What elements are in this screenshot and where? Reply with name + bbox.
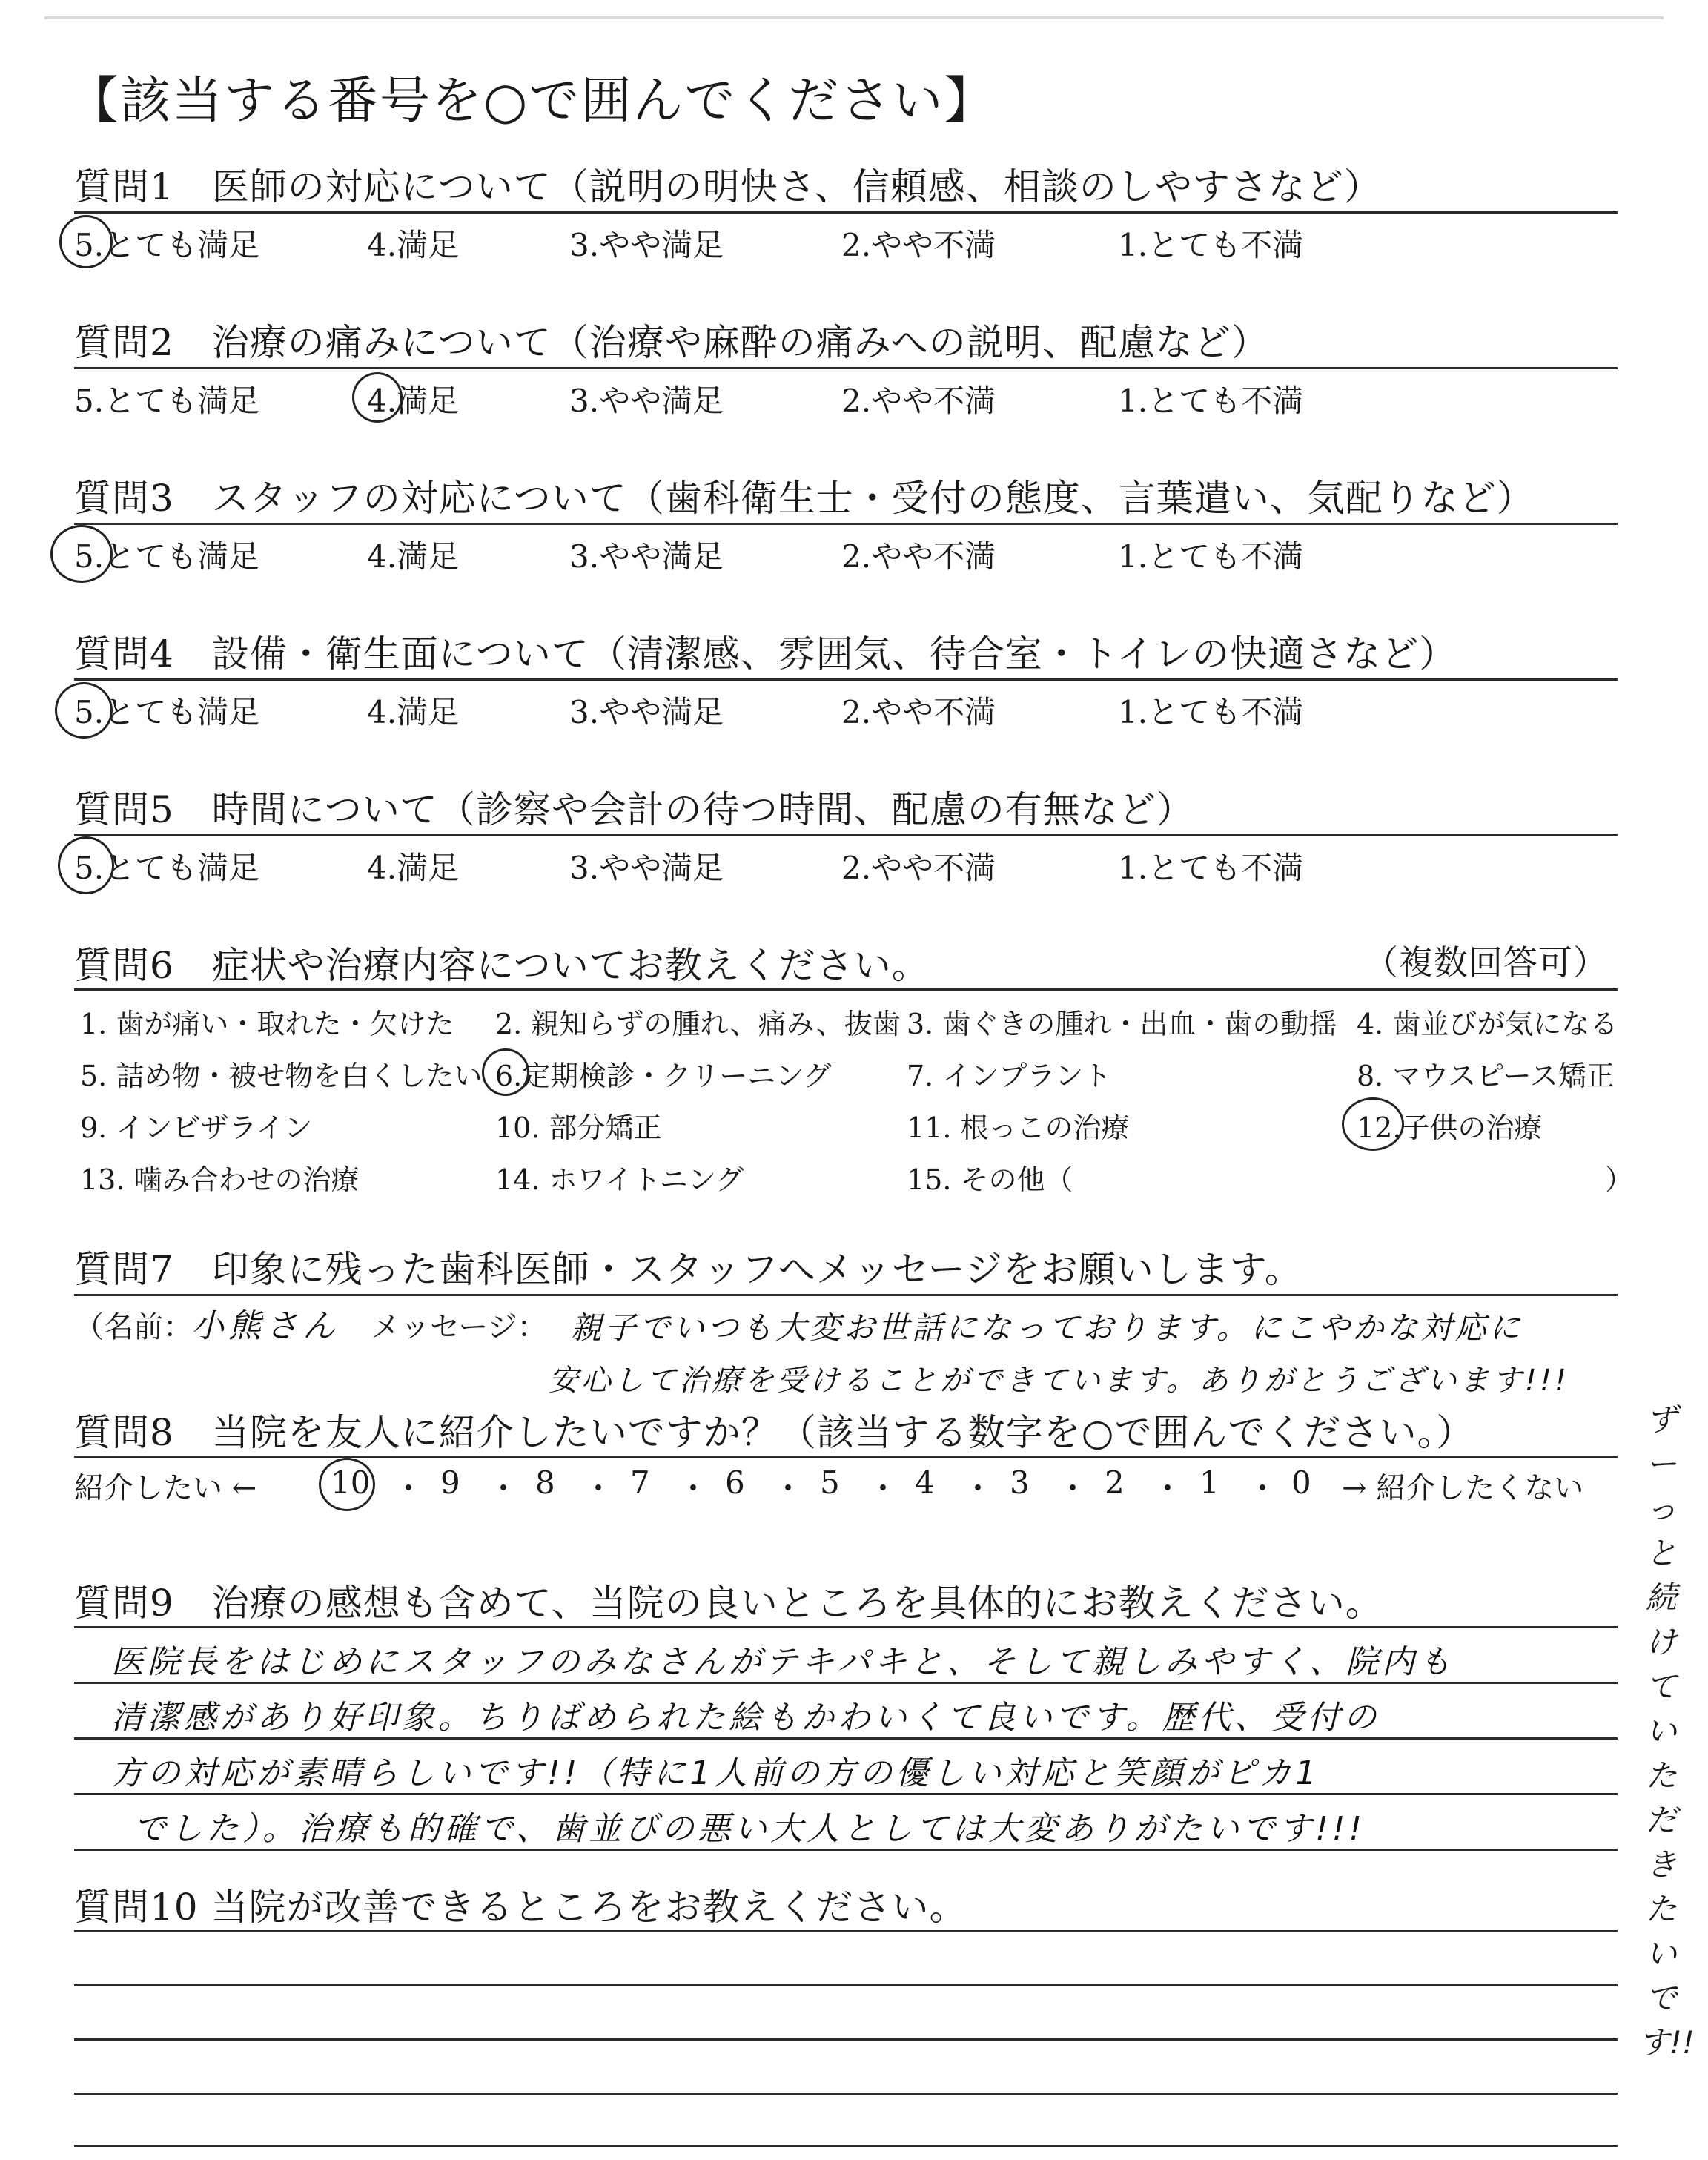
q3-option-3[interactable]: 3.やや満足 [569,538,724,575]
q8-scale-dot: ・ [867,1470,899,1507]
q8-right-label: → 紹介したくない [1342,1471,1584,1505]
q7-name-label: （名前： [74,1310,193,1344]
q2-option-5[interactable]: 5.とても満足 [74,383,260,419]
q8-scale-10[interactable]: 10 [331,1464,371,1501]
q8-scale-2[interactable]: 2 [1105,1464,1125,1501]
q2-option-4[interactable]: 4.満足 [367,383,460,419]
q3-option-1[interactable]: 1.とても不満 [1118,538,1304,575]
q4-option-4[interactable]: 4.満足 [367,694,460,730]
q9-answer-line-1[interactable]: 医院長をはじめにスタッフのみなさんがテキパキと、そして親しみやすく、院内も [111,1643,1455,1681]
question-1-rule [74,211,1618,214]
q6-option-7[interactable]: 7. インプラント [907,1060,1112,1092]
question-4-title: 質問4 設備・衛生面について（清潔感、雰囲気、待合室・トイレの快適さなど） [74,633,1457,676]
q4-option-2[interactable]: 2.やや不満 [841,694,996,730]
question-3-rule [74,523,1618,525]
q8-side-note: ずーっと続けていただきたいです!! [1638,1401,1695,2061]
question-5-title: 質問5 時間について（診察や会計の待つ時間、配慮の有無など） [74,788,1194,831]
q4-option-1[interactable]: 1.とても不満 [1118,694,1304,730]
q3-selection-circle [50,525,113,583]
q6-option-10[interactable]: 10. 部分矯正 [495,1112,662,1144]
q7-message-label: メッセージ： [371,1310,547,1344]
question-10-rule-1 [74,1930,1618,1932]
q8-scale-0[interactable]: 0 [1291,1464,1311,1501]
question-8-rule [74,1456,1618,1458]
q5-option-3[interactable]: 3.やや満足 [569,850,724,886]
q2-option-1[interactable]: 1.とても不満 [1118,383,1304,419]
q7-message-line-2[interactable]: 安心して治療を受けることができています。ありがとうございます!!! [549,1364,1569,1398]
q1-option-1[interactable]: 1.とても不満 [1118,227,1304,263]
q6-option-15-close: ） [1605,1163,1634,1196]
question-6-title: 質問6 症状や治療内容についてお教えください。 [74,944,930,987]
question-6-note: （複数回答可） [1364,942,1608,982]
q8-scale-dot: ・ [962,1470,994,1507]
q9-answer-line-4[interactable]: でした）。治療も的確で、歯並びの悪い大人としては大変ありがたいです!!! [133,1810,1366,1848]
question-6-rule [74,988,1618,991]
q5-selection-circle [58,836,114,894]
q8-scale-dot: ・ [1057,1470,1089,1507]
q4-option-5[interactable]: 5.とても満足 [74,694,260,730]
q5-option-4[interactable]: 4.満足 [367,850,460,886]
q8-scale-1[interactable]: 1 [1199,1464,1219,1501]
question-7-rule [74,1294,1618,1296]
q6-option-8[interactable]: 8. マウスピース矯正 [1357,1060,1615,1092]
q9-answer-line-3[interactable]: 方の対応が素晴らしいです!!（特に1人前の方の優しい対応と笑顔がピカ1 [111,1754,1320,1792]
q8-scale-dot: ・ [772,1470,804,1507]
q1-option-4[interactable]: 4.満足 [367,227,460,263]
q5-option-2[interactable]: 2.やや不満 [841,850,996,886]
question-4-rule [74,678,1618,681]
q6-option-4[interactable]: 4. 歯並びが気になる [1357,1008,1618,1040]
q6-option-3[interactable]: 3. 歯ぐきの腫れ・出血・歯の動揺 [907,1008,1337,1040]
question-10-rule-5 [74,2145,1618,2147]
question-9-rule-1 [74,1626,1618,1628]
q6-option-2[interactable]: 2. 親知らずの腫れ、痛み、抜歯 [495,1008,901,1040]
q6-option-13[interactable]: 13. 噛み合わせの治療 [80,1163,360,1196]
q8-scale-dot: ・ [678,1470,709,1507]
question-10-title: 質問10 当院が改善できるところをお教えください。 [74,1886,967,1929]
q6-selection-circle-6 [482,1048,529,1096]
q4-option-3[interactable]: 3.やや満足 [569,694,724,730]
q6-option-14[interactable]: 14. ホワイトニング [495,1163,744,1196]
q2-option-2[interactable]: 2.やや不満 [841,383,996,419]
q7-name-value[interactable]: 小熊さん [191,1307,340,1345]
q6-option-12[interactable]: 12.子供の治療 [1357,1112,1543,1144]
q8-scale-dot: ・ [583,1470,615,1507]
q8-scale-3[interactable]: 3 [1010,1464,1030,1501]
q1-option-3[interactable]: 3.やや満足 [569,227,724,263]
q3-option-4[interactable]: 4.満足 [367,538,460,575]
question-10-rule-3 [74,2038,1618,2041]
q6-selection-circle-12 [1342,1097,1404,1151]
q1-option-5[interactable]: 5.とても満足 [74,227,260,263]
q3-option-2[interactable]: 2.やや不満 [841,538,996,575]
question-9-title: 質問9 治療の感想も含めて、当院の良いところを具体的にお教えください。 [74,1582,1383,1625]
q8-scale-dot: ・ [393,1470,425,1507]
q1-option-2[interactable]: 2.やや不満 [841,227,996,263]
q6-option-1[interactable]: 1. 歯が痛い・取れた・欠けた [80,1008,454,1040]
question-2-rule [74,367,1618,369]
q6-option-6[interactable]: 6.定期検診・クリーニング [495,1060,832,1092]
q8-scale-dot: ・ [1247,1470,1279,1507]
question-8-title: 質問8 当院を友人に紹介したいですか？（該当する数字を○で囲んでください。） [74,1411,1474,1454]
q7-message-line-1[interactable]: 親子でいつも大変お世話になっております。にこやかな対応に [571,1309,1523,1346]
q5-option-5[interactable]: 5.とても満足 [74,850,260,886]
question-5-rule [74,834,1618,836]
q8-scale-6[interactable]: 6 [725,1464,745,1501]
q2-selection-circle [352,372,403,423]
question-7-title: 質問7 印象に残った歯科医師・スタッフへメッセージをお願いします。 [74,1248,1302,1291]
q6-option-5[interactable]: 5. 詰め物・被せ物を白くしたい [80,1060,483,1092]
q8-scale-5[interactable]: 5 [820,1464,840,1501]
question-10-rule-4 [74,2093,1618,2095]
page-title: 【該当する番号を○で囲んでください】 [68,72,996,131]
q8-scale-7[interactable]: 7 [630,1464,650,1501]
q8-scale-8[interactable]: 8 [535,1464,555,1501]
question-10-rule-2 [74,1984,1618,1986]
question-2-title: 質問2 治療の痛みについて（治療や麻酔の痛みへの説明、配慮など） [74,321,1269,364]
q8-scale-dot: ・ [1152,1470,1184,1507]
q2-option-3[interactable]: 3.やや満足 [569,383,724,419]
top-border [44,16,1664,19]
q3-option-5[interactable]: 5.とても満足 [74,538,260,575]
q6-option-9[interactable]: 9. インビザライン [80,1112,313,1144]
q8-scale-dot: ・ [488,1470,520,1507]
q8-left-label: 紹介したい ← [74,1471,257,1505]
q8-selection-circle [319,1458,375,1511]
q6-option-15[interactable]: 15. その他（ [907,1163,1073,1196]
q8-scale-4[interactable]: 4 [915,1464,935,1501]
q6-option-11[interactable]: 11. 根っこの治療 [907,1112,1130,1144]
q5-option-1[interactable]: 1.とても不満 [1118,850,1304,886]
q8-scale-9[interactable]: 9 [440,1464,460,1501]
question-3-title: 質問3 スタッフの対応について（歯科衛生士・受付の態度、言葉遣い、気配りなど） [74,477,1535,520]
q9-answer-line-2[interactable]: 清潔感があり好印象。ちりばめられた絵もかわいくて良いです。歴代、受付の [111,1699,1380,1737]
q1-selection-circle [59,215,113,268]
question-1-title: 質問1 医師の対応について（説明の明快さ、信頼感、相談のしやすさなど） [74,165,1382,208]
q4-selection-circle [55,682,113,739]
